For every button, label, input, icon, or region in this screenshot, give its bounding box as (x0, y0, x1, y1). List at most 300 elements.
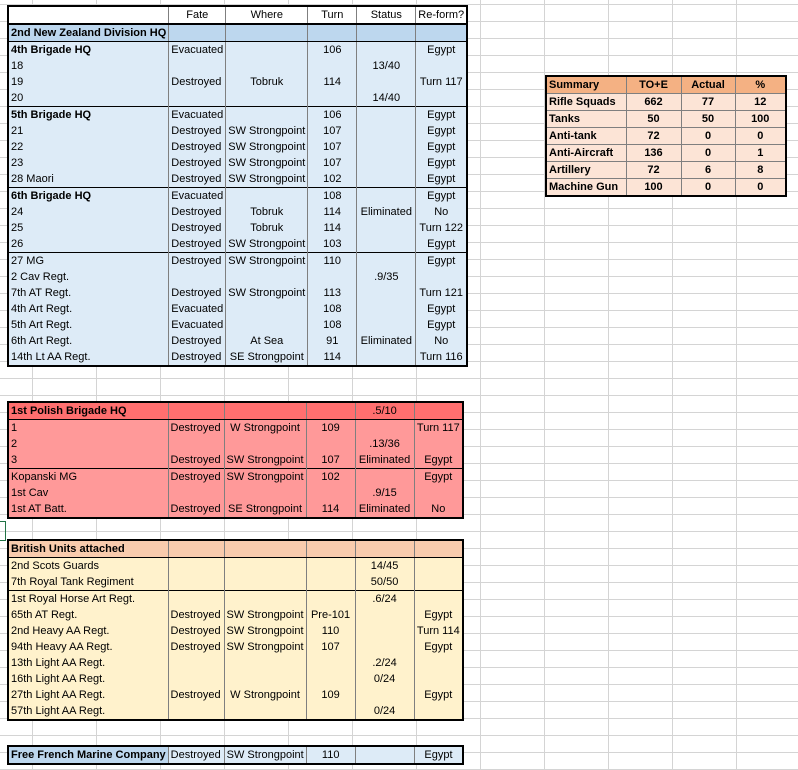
table-row (8, 349, 467, 366)
section-title-row (8, 540, 463, 558)
reform-cell[interactable]: Egypt (416, 236, 467, 253)
table-row (8, 107, 467, 124)
where-cell[interactable] (224, 591, 306, 608)
summary-label[interactable]: Anti-tank (546, 128, 626, 145)
summary-value[interactable]: 77 (681, 94, 735, 111)
status-cell[interactable]: .9/35 (357, 269, 416, 285)
unit-cell[interactable]: 6th Brigade HQ (8, 188, 169, 205)
table-row (8, 591, 463, 608)
status-cell[interactable] (355, 469, 414, 486)
where-cell[interactable] (224, 671, 306, 687)
where-cell[interactable] (224, 436, 306, 452)
summary-label[interactable]: Anti-Aircraft (546, 145, 626, 162)
table-row (8, 687, 463, 703)
fate-cell[interactable]: Destroyed (169, 220, 226, 236)
reform-cell[interactable] (414, 655, 463, 671)
reform-cell[interactable]: Egypt (416, 171, 467, 188)
turn-cell[interactable]: 106 (308, 42, 357, 59)
summary-value[interactable]: 1 (735, 145, 786, 162)
reform-cell[interactable]: No (416, 204, 467, 220)
status-cell[interactable]: 0/24 (355, 671, 414, 687)
where-cell[interactable]: SW Strongpoint (224, 469, 306, 486)
empty-cell[interactable] (168, 402, 224, 420)
summary-value[interactable]: 0 (681, 179, 735, 197)
unit-cell[interactable]: 14th Lt AA Regt. (8, 349, 169, 366)
where-cell[interactable] (224, 655, 306, 671)
turn-cell[interactable]: 107 (308, 139, 357, 155)
unit-cell[interactable]: 1st Cav (8, 485, 168, 501)
status-cell[interactable]: Eliminated (355, 501, 414, 518)
status-cell[interactable]: .9/15 (355, 485, 414, 501)
turn-cell[interactable] (306, 671, 355, 687)
where-cell[interactable] (226, 317, 308, 333)
reform-cell[interactable] (416, 269, 467, 285)
turn-cell[interactable]: 106 (308, 107, 357, 124)
where-cell[interactable]: Tobruk (226, 204, 308, 220)
fate-cell[interactable]: Destroyed (169, 74, 226, 90)
where-cell[interactable] (226, 107, 308, 124)
status-cell[interactable] (355, 639, 414, 655)
fate-cell[interactable]: Destroyed (169, 333, 226, 349)
status-cell[interactable] (357, 220, 416, 236)
status-cell[interactable] (357, 171, 416, 188)
reform-cell[interactable]: Turn 117 (416, 74, 467, 90)
reform-cell[interactable]: Egypt (414, 469, 463, 486)
fate-cell[interactable]: Destroyed (169, 171, 226, 188)
fate-cell[interactable] (168, 703, 224, 720)
unit-cell[interactable]: 19 (8, 74, 169, 90)
fate-cell[interactable] (168, 485, 224, 501)
unit-cell[interactable]: 4th Art Regt. (8, 301, 169, 317)
where-cell[interactable]: SE Strongpoint (226, 349, 308, 366)
summary-row (546, 145, 786, 162)
table-row (8, 253, 467, 270)
reform-cell[interactable]: No (416, 333, 467, 349)
reform-cell[interactable]: Egypt (416, 155, 467, 171)
summary-value[interactable]: 0 (735, 179, 786, 197)
reform-cell[interactable]: Egypt (414, 607, 463, 623)
status-cell[interactable] (355, 687, 414, 703)
status-cell[interactable]: 14/45 (355, 558, 414, 575)
reform-cell[interactable]: Egypt (416, 139, 467, 155)
status-cell[interactable]: 14/40 (357, 90, 416, 107)
status-cell[interactable]: 50/50 (355, 574, 414, 591)
fate-cell[interactable] (168, 436, 224, 452)
column-header[interactable]: Status (357, 6, 416, 24)
fate-cell[interactable]: Destroyed (169, 236, 226, 253)
unit-cell[interactable]: 57th Light AA Regt. (8, 703, 168, 720)
fate-cell[interactable]: Evacuated (169, 301, 226, 317)
reform-cell[interactable] (416, 90, 467, 107)
reform-cell[interactable] (414, 436, 463, 452)
where-cell[interactable] (224, 558, 306, 575)
turn-cell[interactable] (306, 558, 355, 575)
section-title[interactable]: 1st Polish Brigade HQ (8, 402, 168, 420)
table-row (8, 420, 463, 437)
turn-cell[interactable]: 107 (308, 123, 357, 139)
table-row (8, 301, 467, 317)
turn-cell[interactable]: 108 (308, 188, 357, 205)
summary-value[interactable]: 0 (735, 128, 786, 145)
where-cell[interactable]: SW Strongpoint (224, 607, 306, 623)
unit-cell[interactable]: Kopanski MG (8, 469, 168, 486)
where-cell[interactable]: SW Strongpoint (226, 253, 308, 270)
where-cell[interactable]: W Strongpoint (224, 420, 306, 437)
turn-cell[interactable]: 107 (306, 639, 355, 655)
summary-value[interactable]: 0 (681, 128, 735, 145)
table-row (8, 746, 463, 764)
reform-cell[interactable] (414, 671, 463, 687)
unit-cell[interactable]: 23 (8, 155, 169, 171)
empty-cell[interactable] (224, 402, 306, 420)
unit-cell[interactable]: 4th Brigade HQ (8, 42, 169, 59)
empty-cell[interactable] (414, 402, 463, 420)
unit-cell[interactable]: 5th Brigade HQ (8, 107, 169, 124)
summary-value[interactable]: 72 (626, 128, 681, 145)
unit-cell[interactable]: 13th Light AA Regt. (8, 655, 168, 671)
fate-cell[interactable] (169, 90, 226, 107)
column-header[interactable]: Where (226, 6, 308, 24)
reform-cell[interactable]: Turn 122 (416, 220, 467, 236)
where-cell[interactable]: SW Strongpoint (224, 639, 306, 655)
summary-value[interactable]: 662 (626, 94, 681, 111)
fate-cell[interactable] (168, 655, 224, 671)
empty-cell[interactable] (306, 540, 355, 558)
where-cell[interactable]: SW Strongpoint (224, 746, 306, 764)
summary-header[interactable]: Summary (546, 76, 626, 94)
table-row (8, 639, 463, 655)
turn-cell[interactable] (308, 90, 357, 107)
where-cell[interactable]: SE Strongpoint (224, 501, 306, 518)
turn-cell[interactable]: 109 (306, 420, 355, 437)
empty-cell[interactable] (168, 540, 224, 558)
fate-cell[interactable]: Destroyed (168, 469, 224, 486)
turn-cell[interactable]: 114 (308, 74, 357, 90)
summary-label[interactable]: Tanks (546, 111, 626, 128)
status-cell[interactable] (357, 253, 416, 270)
status-cell[interactable] (357, 285, 416, 301)
section-title[interactable]: 2nd New Zealand Division HQ (8, 24, 169, 42)
turn-cell[interactable]: 110 (306, 746, 355, 764)
unit-cell[interactable]: 24 (8, 204, 169, 220)
unit-cell[interactable]: 28 Maori (8, 171, 169, 188)
unit-cell[interactable]: 27th Light AA Regt. (8, 687, 168, 703)
summary-value[interactable]: 72 (626, 162, 681, 179)
where-cell[interactable]: Tobruk (226, 220, 308, 236)
where-cell[interactable] (226, 58, 308, 74)
turn-cell[interactable] (306, 703, 355, 720)
status-cell[interactable] (357, 123, 416, 139)
unit-cell[interactable]: 16th Light AA Regt. (8, 671, 168, 687)
reform-cell[interactable] (414, 558, 463, 575)
where-cell[interactable]: SW Strongpoint (226, 123, 308, 139)
where-cell[interactable] (226, 90, 308, 107)
where-cell[interactable]: SW Strongpoint (226, 285, 308, 301)
fate-cell[interactable] (168, 671, 224, 687)
unit-cell[interactable]: 22 (8, 139, 169, 155)
unit-cell[interactable]: 7th AT Regt. (8, 285, 169, 301)
reform-cell[interactable] (414, 703, 463, 720)
status-cell[interactable]: Eliminated (357, 204, 416, 220)
status-cell[interactable] (357, 74, 416, 90)
turn-cell[interactable]: 114 (306, 501, 355, 518)
column-header[interactable] (8, 6, 169, 24)
empty-cell[interactable] (357, 24, 416, 42)
summary-value[interactable]: 0 (681, 145, 735, 162)
reform-cell[interactable]: Egypt (416, 123, 467, 139)
fate-cell[interactable]: Destroyed (169, 139, 226, 155)
fate-cell[interactable]: Destroyed (168, 623, 224, 639)
reform-cell[interactable] (416, 58, 467, 74)
fate-cell[interactable]: Evacuated (169, 317, 226, 333)
summary-label[interactable]: Rifle Squads (546, 94, 626, 111)
unit-cell[interactable]: 3 (8, 452, 168, 469)
turn-cell[interactable]: 108 (308, 317, 357, 333)
fate-cell[interactable]: Destroyed (168, 420, 224, 437)
turn-cell[interactable]: 108 (308, 301, 357, 317)
status-cell[interactable] (355, 420, 414, 437)
cell-selection-indicator[interactable] (0, 521, 6, 541)
summary-value[interactable]: 12 (735, 94, 786, 111)
turn-cell[interactable]: 113 (308, 285, 357, 301)
fate-cell[interactable]: Destroyed (168, 639, 224, 655)
reform-cell[interactable]: Egypt (416, 42, 467, 59)
unit-cell[interactable]: 1st Royal Horse Art Regt. (8, 591, 168, 608)
status-cell[interactable] (357, 349, 416, 366)
unit-cell[interactable]: 18 (8, 58, 169, 74)
status-cell[interactable] (355, 746, 414, 764)
empty-cell[interactable] (169, 24, 226, 42)
fate-cell[interactable]: Destroyed (168, 501, 224, 518)
polish-brigade-table (7, 401, 464, 519)
turn-cell[interactable] (308, 269, 357, 285)
summary-value[interactable]: 100 (735, 111, 786, 128)
summary-value[interactable]: 100 (626, 179, 681, 197)
unit-cell[interactable]: 27 MG (8, 253, 169, 270)
status-cell[interactable]: 0/24 (355, 703, 414, 720)
where-cell[interactable]: SW Strongpoint (226, 139, 308, 155)
unit-cell[interactable]: 7th Royal Tank Regiment (8, 574, 168, 591)
where-cell[interactable] (226, 301, 308, 317)
unit-cell[interactable]: 2nd Scots Guards (8, 558, 168, 575)
turn-cell[interactable]: 102 (308, 171, 357, 188)
column-header[interactable]: Fate (169, 6, 226, 24)
fate-cell[interactable]: Destroyed (168, 746, 224, 764)
summary-value[interactable]: 6 (681, 162, 735, 179)
summary-header[interactable]: TO+E (626, 76, 681, 94)
summary-label[interactable]: Machine Gun (546, 179, 626, 197)
reform-cell[interactable]: Egypt (416, 253, 467, 270)
fate-cell[interactable]: Destroyed (169, 253, 226, 270)
unit-cell[interactable]: 1 (8, 420, 168, 437)
status-cell[interactable] (357, 139, 416, 155)
unit-cell[interactable]: 25 (8, 220, 169, 236)
unit-cell[interactable]: 2 (8, 436, 168, 452)
unit-cell[interactable]: 65th AT Regt. (8, 607, 168, 623)
summary-value[interactable]: 50 (626, 111, 681, 128)
fate-cell[interactable]: Evacuated (169, 107, 226, 124)
turn-cell[interactable] (308, 58, 357, 74)
fate-cell[interactable]: Destroyed (168, 607, 224, 623)
status-cell[interactable]: .6/24 (355, 591, 414, 608)
where-cell[interactable]: At Sea (226, 333, 308, 349)
status-cell[interactable] (357, 42, 416, 59)
summary-value[interactable]: 50 (681, 111, 735, 128)
status-cell[interactable]: 13/40 (357, 58, 416, 74)
status-cell[interactable] (357, 301, 416, 317)
table-row (8, 485, 463, 501)
table-row (8, 155, 467, 171)
summary-label[interactable]: Artillery (546, 162, 626, 179)
where-cell[interactable]: SW Strongpoint (226, 171, 308, 188)
status-cell[interactable] (357, 317, 416, 333)
status-cell[interactable] (355, 623, 414, 639)
fate-cell[interactable]: Destroyed (168, 687, 224, 703)
table-row (8, 501, 463, 518)
status-cell[interactable] (355, 607, 414, 623)
turn-cell[interactable] (306, 591, 355, 608)
fate-cell[interactable] (169, 269, 226, 285)
turn-cell[interactable]: 110 (308, 253, 357, 270)
turn-cell[interactable]: 110 (306, 623, 355, 639)
empty-cell[interactable] (355, 540, 414, 558)
where-cell[interactable] (226, 188, 308, 205)
column-header[interactable]: Re-form? (416, 6, 467, 24)
where-cell[interactable]: SW Strongpoint (226, 236, 308, 253)
reform-cell[interactable]: Egypt (414, 452, 463, 469)
summary-value[interactable]: 8 (735, 162, 786, 179)
where-cell[interactable] (224, 703, 306, 720)
status-cell[interactable]: .13/36 (355, 436, 414, 452)
turn-cell[interactable]: 109 (306, 687, 355, 703)
fate-cell[interactable]: Destroyed (169, 155, 226, 171)
fate-cell[interactable]: Destroyed (169, 285, 226, 301)
unit-cell[interactable]: 26 (8, 236, 169, 253)
fate-cell[interactable]: Destroyed (169, 349, 226, 366)
empty-cell[interactable] (224, 540, 306, 558)
fate-cell[interactable]: Destroyed (168, 452, 224, 469)
reform-cell[interactable]: Egypt (416, 107, 467, 124)
where-cell[interactable] (224, 485, 306, 501)
reform-cell[interactable]: Egypt (416, 301, 467, 317)
turn-cell[interactable]: 91 (308, 333, 357, 349)
summary-header[interactable]: Actual (681, 76, 735, 94)
reform-cell[interactable] (414, 591, 463, 608)
reform-cell[interactable]: Turn 114 (414, 623, 463, 639)
unit-cell[interactable]: 2nd Heavy AA Regt. (8, 623, 168, 639)
where-cell[interactable]: Tobruk (226, 74, 308, 90)
turn-cell[interactable] (306, 485, 355, 501)
column-header[interactable]: Turn (308, 6, 357, 24)
turn-cell[interactable]: 107 (308, 155, 357, 171)
turn-cell[interactable] (306, 574, 355, 591)
turn-cell[interactable]: 114 (308, 349, 357, 366)
unit-cell[interactable]: 94th Heavy AA Regt. (8, 639, 168, 655)
empty-cell[interactable] (416, 24, 467, 42)
reform-cell[interactable]: Egypt (414, 639, 463, 655)
table-row (8, 285, 467, 301)
reform-cell[interactable]: Egypt (414, 687, 463, 703)
status-cell[interactable] (357, 155, 416, 171)
summary-row (546, 94, 786, 111)
reform-cell[interactable]: No (414, 501, 463, 518)
turn-cell[interactable] (306, 655, 355, 671)
section-title[interactable]: British Units attached (8, 540, 168, 558)
where-cell[interactable] (226, 42, 308, 59)
unit-cell[interactable]: 21 (8, 123, 169, 139)
where-cell[interactable]: SW Strongpoint (224, 623, 306, 639)
unit-cell[interactable]: 1st AT Batt. (8, 501, 168, 518)
where-cell[interactable]: SW Strongpoint (224, 452, 306, 469)
fate-cell[interactable] (168, 591, 224, 608)
reform-cell[interactable]: Turn 117 (414, 420, 463, 437)
empty-cell[interactable] (308, 24, 357, 42)
turn-cell[interactable]: 102 (306, 469, 355, 486)
where-cell[interactable]: W Strongpoint (224, 687, 306, 703)
table-row (8, 139, 467, 155)
turn-cell[interactable]: 107 (306, 452, 355, 469)
status-cell[interactable] (357, 107, 416, 124)
fate-cell[interactable]: Destroyed (169, 204, 226, 220)
fate-cell[interactable] (169, 58, 226, 74)
table-row (8, 623, 463, 639)
table-row (8, 655, 463, 671)
table-row (8, 123, 467, 139)
turn-cell[interactable] (306, 436, 355, 452)
empty-cell[interactable] (306, 402, 355, 420)
reform-cell[interactable]: Turn 116 (416, 349, 467, 366)
fate-cell[interactable] (168, 574, 224, 591)
reform-cell[interactable]: Egypt (414, 746, 463, 764)
status-cell[interactable]: .2/24 (355, 655, 414, 671)
empty-cell[interactable] (226, 24, 308, 42)
summary-value[interactable]: 136 (626, 145, 681, 162)
status-cell[interactable] (357, 236, 416, 253)
unit-cell[interactable]: 5th Art Regt. (8, 317, 169, 333)
turn-cell[interactable]: Pre-101 (306, 607, 355, 623)
reform-cell[interactable]: Egypt (416, 317, 467, 333)
reform-cell[interactable]: Egypt (416, 188, 467, 205)
fate-cell[interactable]: Evacuated (169, 42, 226, 59)
reform-cell[interactable] (414, 485, 463, 501)
fate-cell[interactable]: Destroyed (169, 123, 226, 139)
table-row (8, 333, 467, 349)
table-row (8, 452, 463, 469)
fate-cell[interactable] (168, 558, 224, 575)
unit-cell[interactable]: Free French Marine Company (8, 746, 168, 764)
unit-cell[interactable]: 6th Art Regt. (8, 333, 169, 349)
status-cell[interactable] (357, 188, 416, 205)
status-cell[interactable]: Eliminated (357, 333, 416, 349)
reform-cell[interactable] (414, 574, 463, 591)
unit-cell[interactable]: 20 (8, 90, 169, 107)
turn-cell[interactable]: 103 (308, 236, 357, 253)
summary-header[interactable]: % (735, 76, 786, 94)
table-row (8, 90, 467, 107)
where-cell[interactable] (224, 574, 306, 591)
where-cell[interactable] (226, 269, 308, 285)
status-cell[interactable]: Eliminated (355, 452, 414, 469)
reform-cell[interactable]: Turn 121 (416, 285, 467, 301)
table-row (8, 607, 463, 623)
empty-cell[interactable] (414, 540, 463, 558)
fate-cell[interactable]: Evacuated (169, 188, 226, 205)
turn-cell[interactable]: 114 (308, 204, 357, 220)
where-cell[interactable]: SW Strongpoint (226, 155, 308, 171)
turn-cell[interactable]: 114 (308, 220, 357, 236)
unit-cell[interactable]: 2 Cav Regt. (8, 269, 169, 285)
section-status[interactable]: .5/10 (355, 402, 414, 420)
